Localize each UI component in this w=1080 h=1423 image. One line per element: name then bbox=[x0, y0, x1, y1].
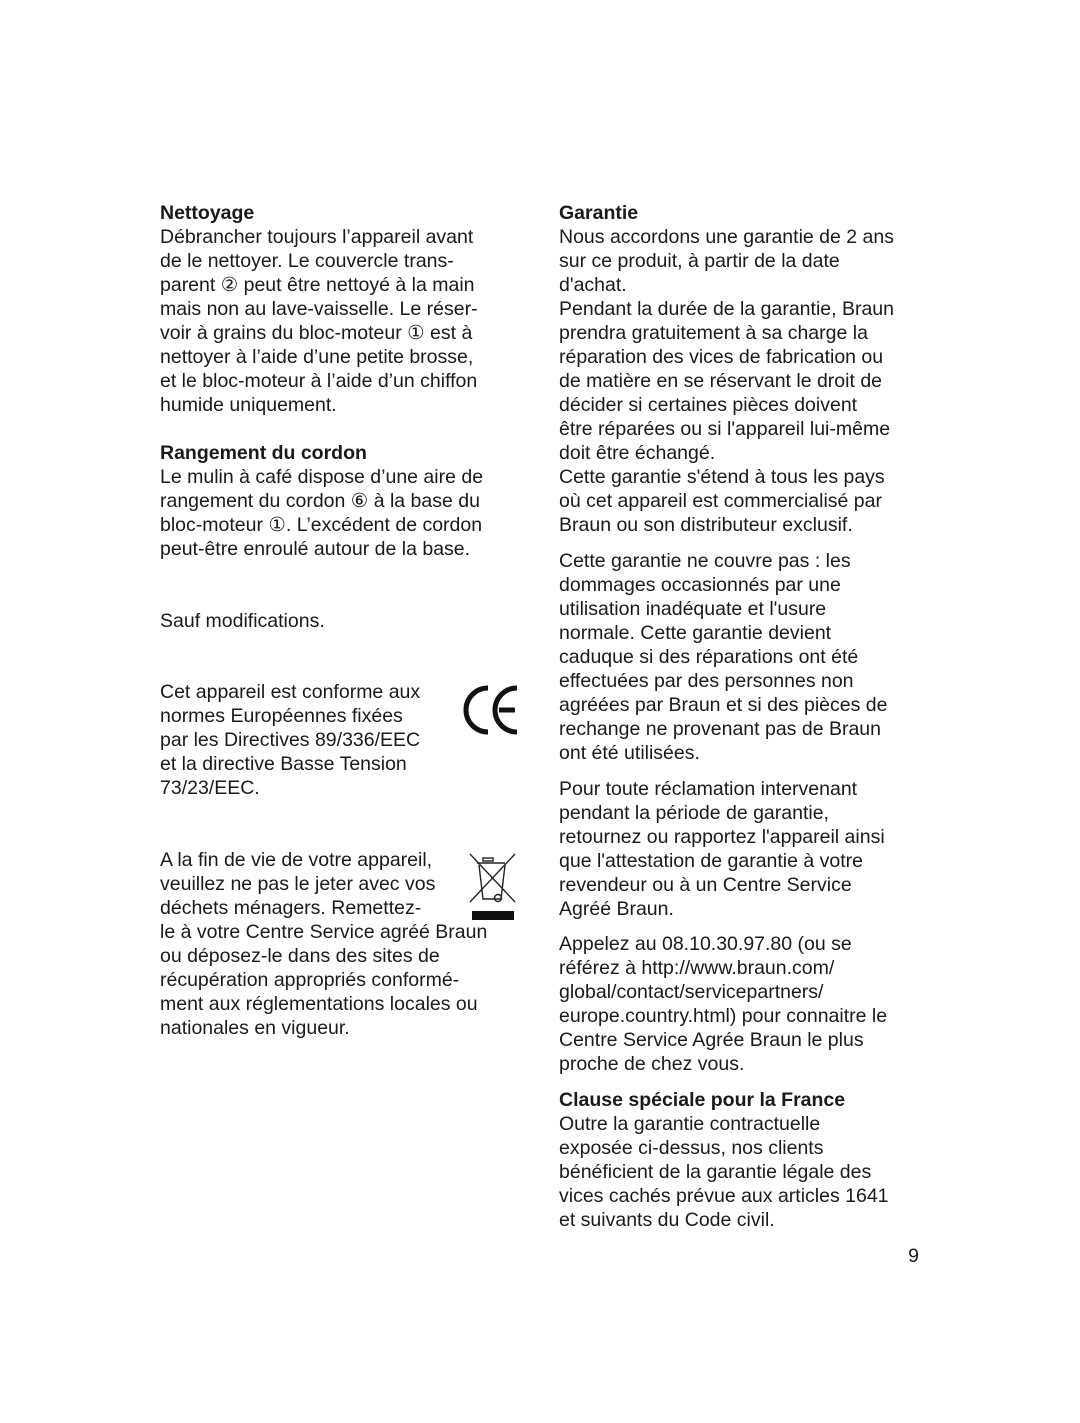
paragraph bbox=[160, 609, 325, 633]
text-line: ment aux réglementations locales ou bbox=[160, 993, 478, 1015]
text-line: ou déposez-le dans des sites de bbox=[160, 945, 440, 967]
text-line: déchets ménagers. Remettez- bbox=[160, 897, 422, 919]
text-line: peut-être enroulé autour de la base. bbox=[160, 538, 471, 560]
text-line: mais non au lave-vaisselle. Le réser- bbox=[160, 298, 478, 320]
text-line: par les Directives 89/336/EEC bbox=[160, 729, 421, 751]
text-line: Débrancher toujours l’appareil avant bbox=[160, 226, 474, 248]
text-line: Outre la garantie contractuelle bbox=[559, 1113, 821, 1135]
text-line: global/contact/servicepartners/ bbox=[559, 981, 824, 1003]
text-line: et suivants du Code civil. bbox=[559, 1209, 775, 1231]
text-line: rechange ne provenant pas de Braun bbox=[559, 718, 881, 740]
section-nettoyage bbox=[160, 201, 478, 417]
text-line: d'achat. bbox=[559, 274, 627, 296]
text-line: agréées par Braun et si des pièces de bbox=[559, 694, 888, 716]
text-line: prendra gratuitement à sa charge la bbox=[559, 322, 868, 344]
ce-mark-icon bbox=[463, 684, 521, 736]
text-line: rangement du cordon ⑥ à la base du bbox=[160, 490, 480, 512]
section-heading: Garantie bbox=[559, 202, 639, 224]
text-line: effectuées par des personnes non bbox=[559, 670, 854, 692]
text-line: Braun ou son distributeur exclusif. bbox=[559, 514, 853, 536]
text-line: utilisation inadéquate et l'usure bbox=[559, 598, 827, 620]
paragraph bbox=[160, 848, 487, 1040]
text-line: récupération appropriés conformé- bbox=[160, 969, 460, 991]
text-line: doit être échangé. bbox=[559, 442, 716, 464]
text-line: parent ② peut être nettoyé à la main bbox=[160, 274, 475, 296]
section-heading: Clause spéciale pour la France bbox=[559, 1089, 846, 1111]
text-line: Cet appareil est conforme aux bbox=[160, 681, 421, 703]
text-line: vices cachés prévue aux articles 1641 bbox=[559, 1185, 889, 1207]
text-line: voir à grains du bloc-moteur ① est à bbox=[160, 322, 473, 344]
text-line: nationales en vigueur. bbox=[160, 1017, 350, 1039]
text-line: ont été utilisées. bbox=[559, 742, 700, 764]
paragraph bbox=[559, 777, 885, 921]
text-line: pendant la période de garantie, bbox=[559, 802, 829, 824]
text-line: décider si certaines pièces doivent bbox=[559, 394, 858, 416]
section-heading: Rangement du cordon bbox=[160, 442, 367, 464]
text-line: A la fin de vie de votre appareil, bbox=[160, 849, 433, 871]
text-line: exposée ci-dessus, nos clients bbox=[559, 1137, 824, 1159]
text-line: veuillez ne pas le jeter avec vos bbox=[160, 873, 436, 895]
paragraph bbox=[559, 549, 887, 765]
section-heading: Nettoyage bbox=[160, 202, 255, 224]
paragraph bbox=[160, 680, 420, 800]
text-line: Cette garantie ne couvre pas : les bbox=[559, 550, 851, 572]
text-line: humide uniquement. bbox=[160, 394, 337, 416]
text-line: normes Européennes fixées bbox=[160, 705, 403, 727]
text-line: Sauf modifications. bbox=[160, 610, 325, 632]
text-line: sur ce produit, à partir de la date bbox=[559, 250, 840, 272]
text-line: retournez ou rapportez l'appareil ainsi bbox=[559, 826, 885, 848]
text-line: Appelez au 08.10.30.97.80 (ou se bbox=[559, 933, 852, 955]
text-line: de le nettoyer. Le couvercle trans- bbox=[160, 250, 454, 272]
text-line: le à votre Centre Service agréé Braun bbox=[160, 921, 488, 943]
text-line: réparation des vices de fabrication ou bbox=[559, 346, 884, 368]
text-line: et le bloc-moteur à l’aide d’un chiffon bbox=[160, 370, 478, 392]
text-line: Pendant la durée de la garantie, Braun bbox=[559, 298, 894, 320]
text-line: Le mulin à café dispose d’une aire de bbox=[160, 466, 484, 488]
text-line: que l'attestation de garantie à votre bbox=[559, 850, 864, 872]
paragraph bbox=[559, 932, 887, 1076]
text-line: nettoyer à l’aide d’une petite brosse, bbox=[160, 346, 474, 368]
text-line: 73/23/EEC. bbox=[160, 777, 260, 799]
text-line: référez à http://www.braun.com/ bbox=[559, 957, 835, 979]
text-line: caduque si des réparations ont été bbox=[559, 646, 859, 668]
text-line: Pour toute réclamation intervenant bbox=[559, 778, 858, 800]
text-line: et la directive Basse Tension bbox=[160, 753, 407, 775]
text-line: où cet appareil est commercialisé par bbox=[559, 490, 882, 512]
text-line: de matière en se réservant le droit de bbox=[559, 370, 883, 392]
page-number: 9 bbox=[908, 1245, 919, 1267]
text-line: Agréé Braun. bbox=[559, 898, 674, 920]
text-line: Cette garantie s'étend à tous les pays bbox=[559, 466, 885, 488]
text-line: bénéficient de la garantie légale des bbox=[559, 1161, 872, 1183]
section-garantie bbox=[559, 201, 894, 537]
section-clause-sp-ciale-pour-la-france bbox=[559, 1088, 889, 1232]
text-line: dommages occasionnés par une bbox=[559, 574, 841, 596]
section-rangement-du-cordon bbox=[160, 441, 483, 561]
text-line: être réparées ou si l'appareil lui-même bbox=[559, 418, 891, 440]
text-line: Nous accordons une garantie de 2 ans bbox=[559, 226, 894, 248]
text-line: revendeur ou à un Centre Service bbox=[559, 874, 852, 896]
text-line: bloc-moteur ①. L’excédent de cordon bbox=[160, 514, 483, 536]
crossed-bin-icon bbox=[469, 852, 517, 922]
text-line: europe.country.html) pour connaitre le bbox=[559, 1005, 888, 1027]
text-line: normale. Cette garantie devient bbox=[559, 622, 832, 644]
text-line: proche de chez vous. bbox=[559, 1053, 745, 1075]
text-line: Centre Service Agrée Braun le plus bbox=[559, 1029, 864, 1051]
